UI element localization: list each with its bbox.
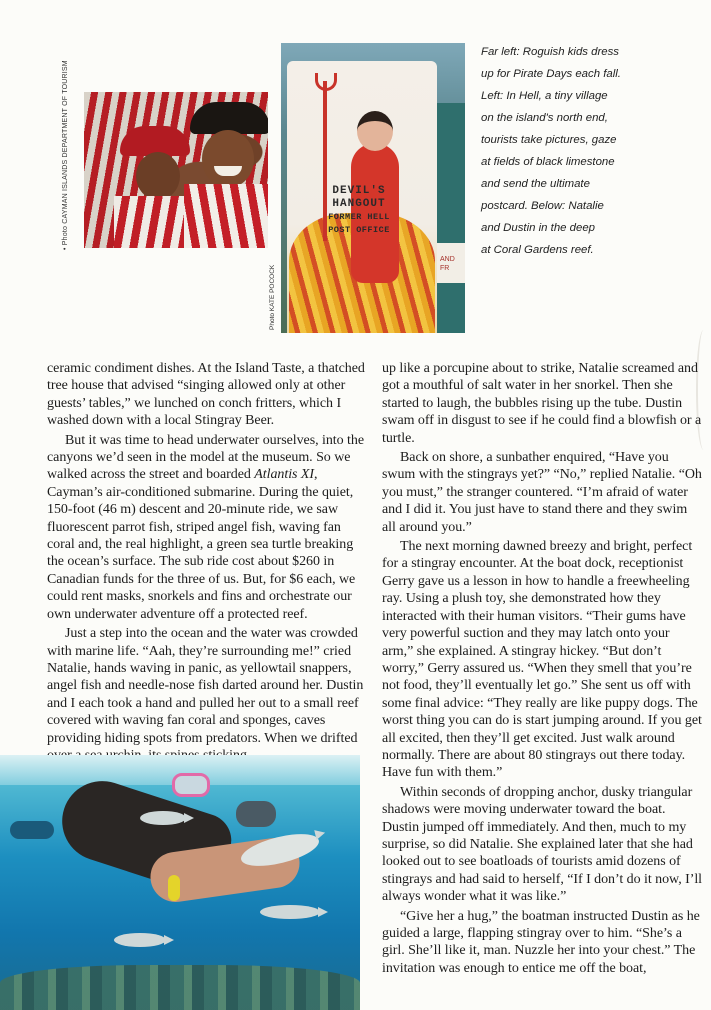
underwater-snorkel-photo bbox=[0, 755, 360, 1010]
submarine-name: Atlantis XI bbox=[254, 467, 315, 483]
caption-line: and send the ultimate bbox=[481, 178, 590, 190]
sign-line: POST OFFICE bbox=[328, 225, 390, 235]
paragraph: Within seconds of dropping anchor, dusky triangular shadows were moving underwater toward the boat. Dustin jumped off immediately. And then, much to my surprise, so did Natalie. She explained later that she had looked out to see boatloads of tourists amid dozens of stingrays and had said to herself, “If I don’t do it now, I’ll always wonder what it was like.” bbox=[382, 784, 702, 905]
sign-text bbox=[311, 185, 407, 237]
coral-reef bbox=[0, 965, 360, 1010]
paragraph: ceramic condiment dishes. At the Island Taste, a thatched tree house that advised “singing allowed only at other guests’ tables,” we lunched on conch fritters, which I washed down with a local Stingray Beer. bbox=[47, 361, 365, 429]
caption-line: and Dustin in the deep bbox=[481, 222, 595, 234]
wall-sign: AND FR bbox=[437, 243, 465, 283]
caption-line: tourists take pictures, gaze bbox=[481, 134, 617, 146]
swim-fin bbox=[10, 821, 54, 839]
paragraph: “Give her a hug,” the boatman instructed Dustin as he guided a large, flapping stingray over to him. “She’s a girl. She’ll like it, man. Nuzzle her into your chest.” The invitation was enough to entice me off the boat, bbox=[382, 908, 700, 976]
fish bbox=[260, 905, 320, 919]
swim-fin bbox=[168, 875, 180, 901]
photo-credit-kids: • Photo CAYMAN ISLANDS DEPARTMENT OF TOURISM bbox=[62, 60, 69, 250]
photo-credit-hell: Photo KATE POCOCK bbox=[269, 264, 276, 330]
article-column-left bbox=[47, 360, 365, 766]
building-wall bbox=[437, 103, 465, 333]
caption-line: postcard. Below: Natalie bbox=[481, 200, 604, 212]
child-face bbox=[136, 152, 180, 200]
paragraph bbox=[47, 432, 365, 623]
fish bbox=[114, 933, 166, 947]
paragraph: up like a porcupine about to strike, Natalie screamed and got a mouthful of salt water in her snorkel. Then she started to laugh, the bubbles rising up the tube. Dustin swam off in disgust to see if he could find a blowfish or a turtle. bbox=[382, 361, 702, 446]
caption-line: on the island's north end, bbox=[481, 112, 608, 124]
devils-hangout-photo bbox=[281, 43, 465, 333]
striped-shirt bbox=[114, 196, 194, 248]
caption-line: at fields of black limestone bbox=[481, 156, 615, 168]
caption-line: up for Pirate Days each fall. bbox=[481, 68, 621, 80]
paragraph-text: , Cayman’s air-conditioned submarine. During the quiet, 150-foot (46 m) descent and 20-minute ride, we saw fluorescent parrot fish, striped angel fish, waving fan coral and, the real highlight, a green sea turtle breaking the ocean’s surface. The sub ride cost about $260 in Canadian funds for the three of us. But, for $6 each, we could rent masks, snorkels and fins and orchestrate our own underwater adventure off a protected reef. bbox=[47, 467, 356, 622]
child-face bbox=[202, 130, 254, 188]
devil-head bbox=[357, 111, 393, 151]
snorkel-mask bbox=[236, 801, 276, 827]
striped-shirt bbox=[184, 184, 268, 248]
paragraph-text: But it was time to head underwater ourselves, into the canyons we’d seen in the model at the museum. So we walked across the street and boarded bbox=[47, 432, 365, 483]
paragraph: The next morning dawned breezy and bright, perfect for a stingray encounter. At the boat dock, receptionist Gerry gave us a lesson in how to handle a freewheeling ray. Using a plush toy, she demonstrated how they interacted with their human visitors. “Their gums have very powerful suction and they may latch onto your arm,” she explained. A stingray hickey. “But don’t worry,” Gerry assured us. “When they smell that you’re not food, they’ll eventually let go.” She sent us off with some final advice: “They really are like puppy dogs. The worst thing you can do is start jumping around. If you get all excited, then they’ll get excited. Just walk around normally. There are about 80 stingrays out there today. Have fun with them.” bbox=[382, 539, 702, 781]
snorkel-mask bbox=[172, 773, 210, 797]
fish bbox=[140, 811, 186, 825]
caption-line: Far left: Roguish kids dress bbox=[481, 46, 620, 58]
sign-line: HANGOUT bbox=[332, 198, 386, 210]
photo-caption bbox=[481, 41, 621, 261]
article-column-right bbox=[382, 360, 702, 979]
pirate-kids-photo bbox=[84, 92, 268, 248]
caption-line: at Coral Gardens reef. bbox=[481, 244, 594, 256]
sign-line: DEVIL'S bbox=[332, 185, 386, 197]
paragraph: Just a step into the ocean and the water was crowded with marine life. “Aah, they’re surrounding me!” cried Natalie, hands waving in panic, as yellowtail snappers, angel fish and needle-nose fish darted around her. Dustin and I each took a hand and pulled her out to a small reef covered with waving fan coral and sponges, caves providing hiding spots from predators. When we drifted bbox=[47, 626, 364, 746]
paragraph: Back on shore, a sunbather enquired, “Have you swum with the stingrays yet?” “No,” replied Natalie. “Oh you must,” the stranger countered. “I’m afraid of water and I did it. You just have to stand there and they swim all around you.” bbox=[382, 450, 702, 535]
caption-line: Left: In Hell, a tiny village bbox=[481, 90, 608, 102]
sign-line: FORMER HELL bbox=[328, 212, 390, 222]
